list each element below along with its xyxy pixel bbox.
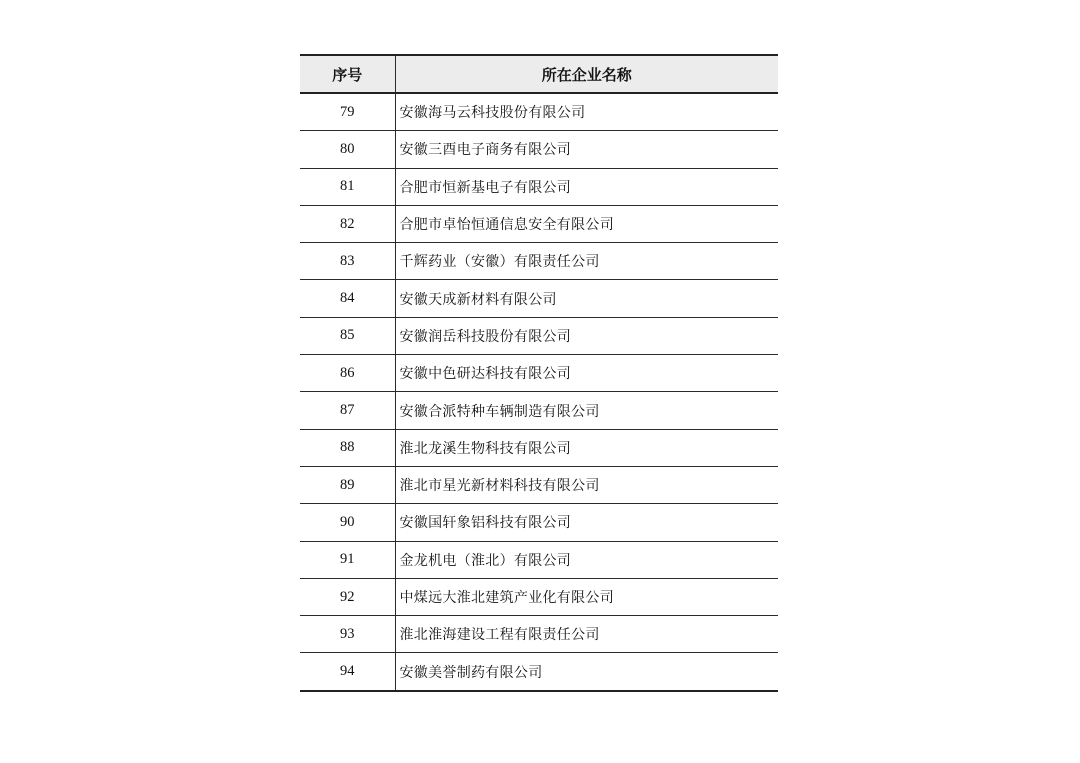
serial-number-cell: 92 — [300, 578, 395, 615]
table-header-row — [300, 55, 778, 93]
company-name-cell: 淮北淮海建设工程有限责任公司 — [395, 616, 778, 653]
table-row — [300, 392, 778, 429]
table-row — [300, 205, 778, 242]
serial-number-cell: 93 — [300, 616, 395, 653]
serial-number-cell: 84 — [300, 280, 395, 317]
table-row — [300, 93, 778, 131]
serial-number-cell: 94 — [300, 653, 395, 691]
table-row — [300, 168, 778, 205]
serial-number-cell: 80 — [300, 131, 395, 168]
serial-number-cell: 85 — [300, 317, 395, 354]
table-row — [300, 280, 778, 317]
header-company-name: 所在企业名称 — [395, 55, 778, 93]
table-row — [300, 243, 778, 280]
company-name-cell: 安徽三酉电子商务有限公司 — [395, 131, 778, 168]
serial-number-cell: 86 — [300, 355, 395, 392]
company-name-cell: 安徽海马云科技股份有限公司 — [395, 93, 778, 131]
serial-number-cell: 79 — [300, 93, 395, 131]
company-name-cell: 安徽润岳科技股份有限公司 — [395, 317, 778, 354]
company-name-cell: 千辉药业（安徽）有限责任公司 — [395, 243, 778, 280]
table-row — [300, 131, 778, 168]
serial-number-cell: 91 — [300, 541, 395, 578]
table-row — [300, 616, 778, 653]
serial-number-cell: 88 — [300, 429, 395, 466]
serial-number-cell: 87 — [300, 392, 395, 429]
table-row — [300, 429, 778, 466]
table-row — [300, 541, 778, 578]
table-row — [300, 578, 778, 615]
header-serial-number: 序号 — [300, 55, 395, 93]
company-name-cell: 合肥市恒新基电子有限公司 — [395, 168, 778, 205]
table-row — [300, 653, 778, 691]
company-name-cell: 安徽合派特种车辆制造有限公司 — [395, 392, 778, 429]
table-row — [300, 504, 778, 541]
company-name-cell: 安徽国轩象铝科技有限公司 — [395, 504, 778, 541]
company-name-cell: 合肥市卓怡恒通信息安全有限公司 — [395, 205, 778, 242]
serial-number-cell: 90 — [300, 504, 395, 541]
serial-number-cell: 89 — [300, 466, 395, 503]
serial-number-cell: 82 — [300, 205, 395, 242]
company-name-cell: 安徽中色研达科技有限公司 — [395, 355, 778, 392]
serial-number-cell: 81 — [300, 168, 395, 205]
company-name-cell: 安徽美誉制药有限公司 — [399, 664, 543, 681]
company-name-cell: 安徽天成新材料有限公司 — [395, 280, 778, 317]
company-name-cell: 淮北市星光新材料科技有限公司 — [395, 466, 778, 503]
serial-number-cell: 83 — [300, 243, 395, 280]
table-row — [300, 355, 778, 392]
table-row — [300, 466, 778, 503]
company-name-cell: 中煤远大淮北建筑产业化有限公司 — [395, 578, 778, 615]
table-row — [300, 317, 778, 354]
company-name-cell: 金龙机电（淮北）有限公司 — [395, 541, 778, 578]
company-name-cell: 淮北龙溪生物科技有限公司 — [395, 429, 778, 466]
company-list-table — [300, 54, 778, 692]
